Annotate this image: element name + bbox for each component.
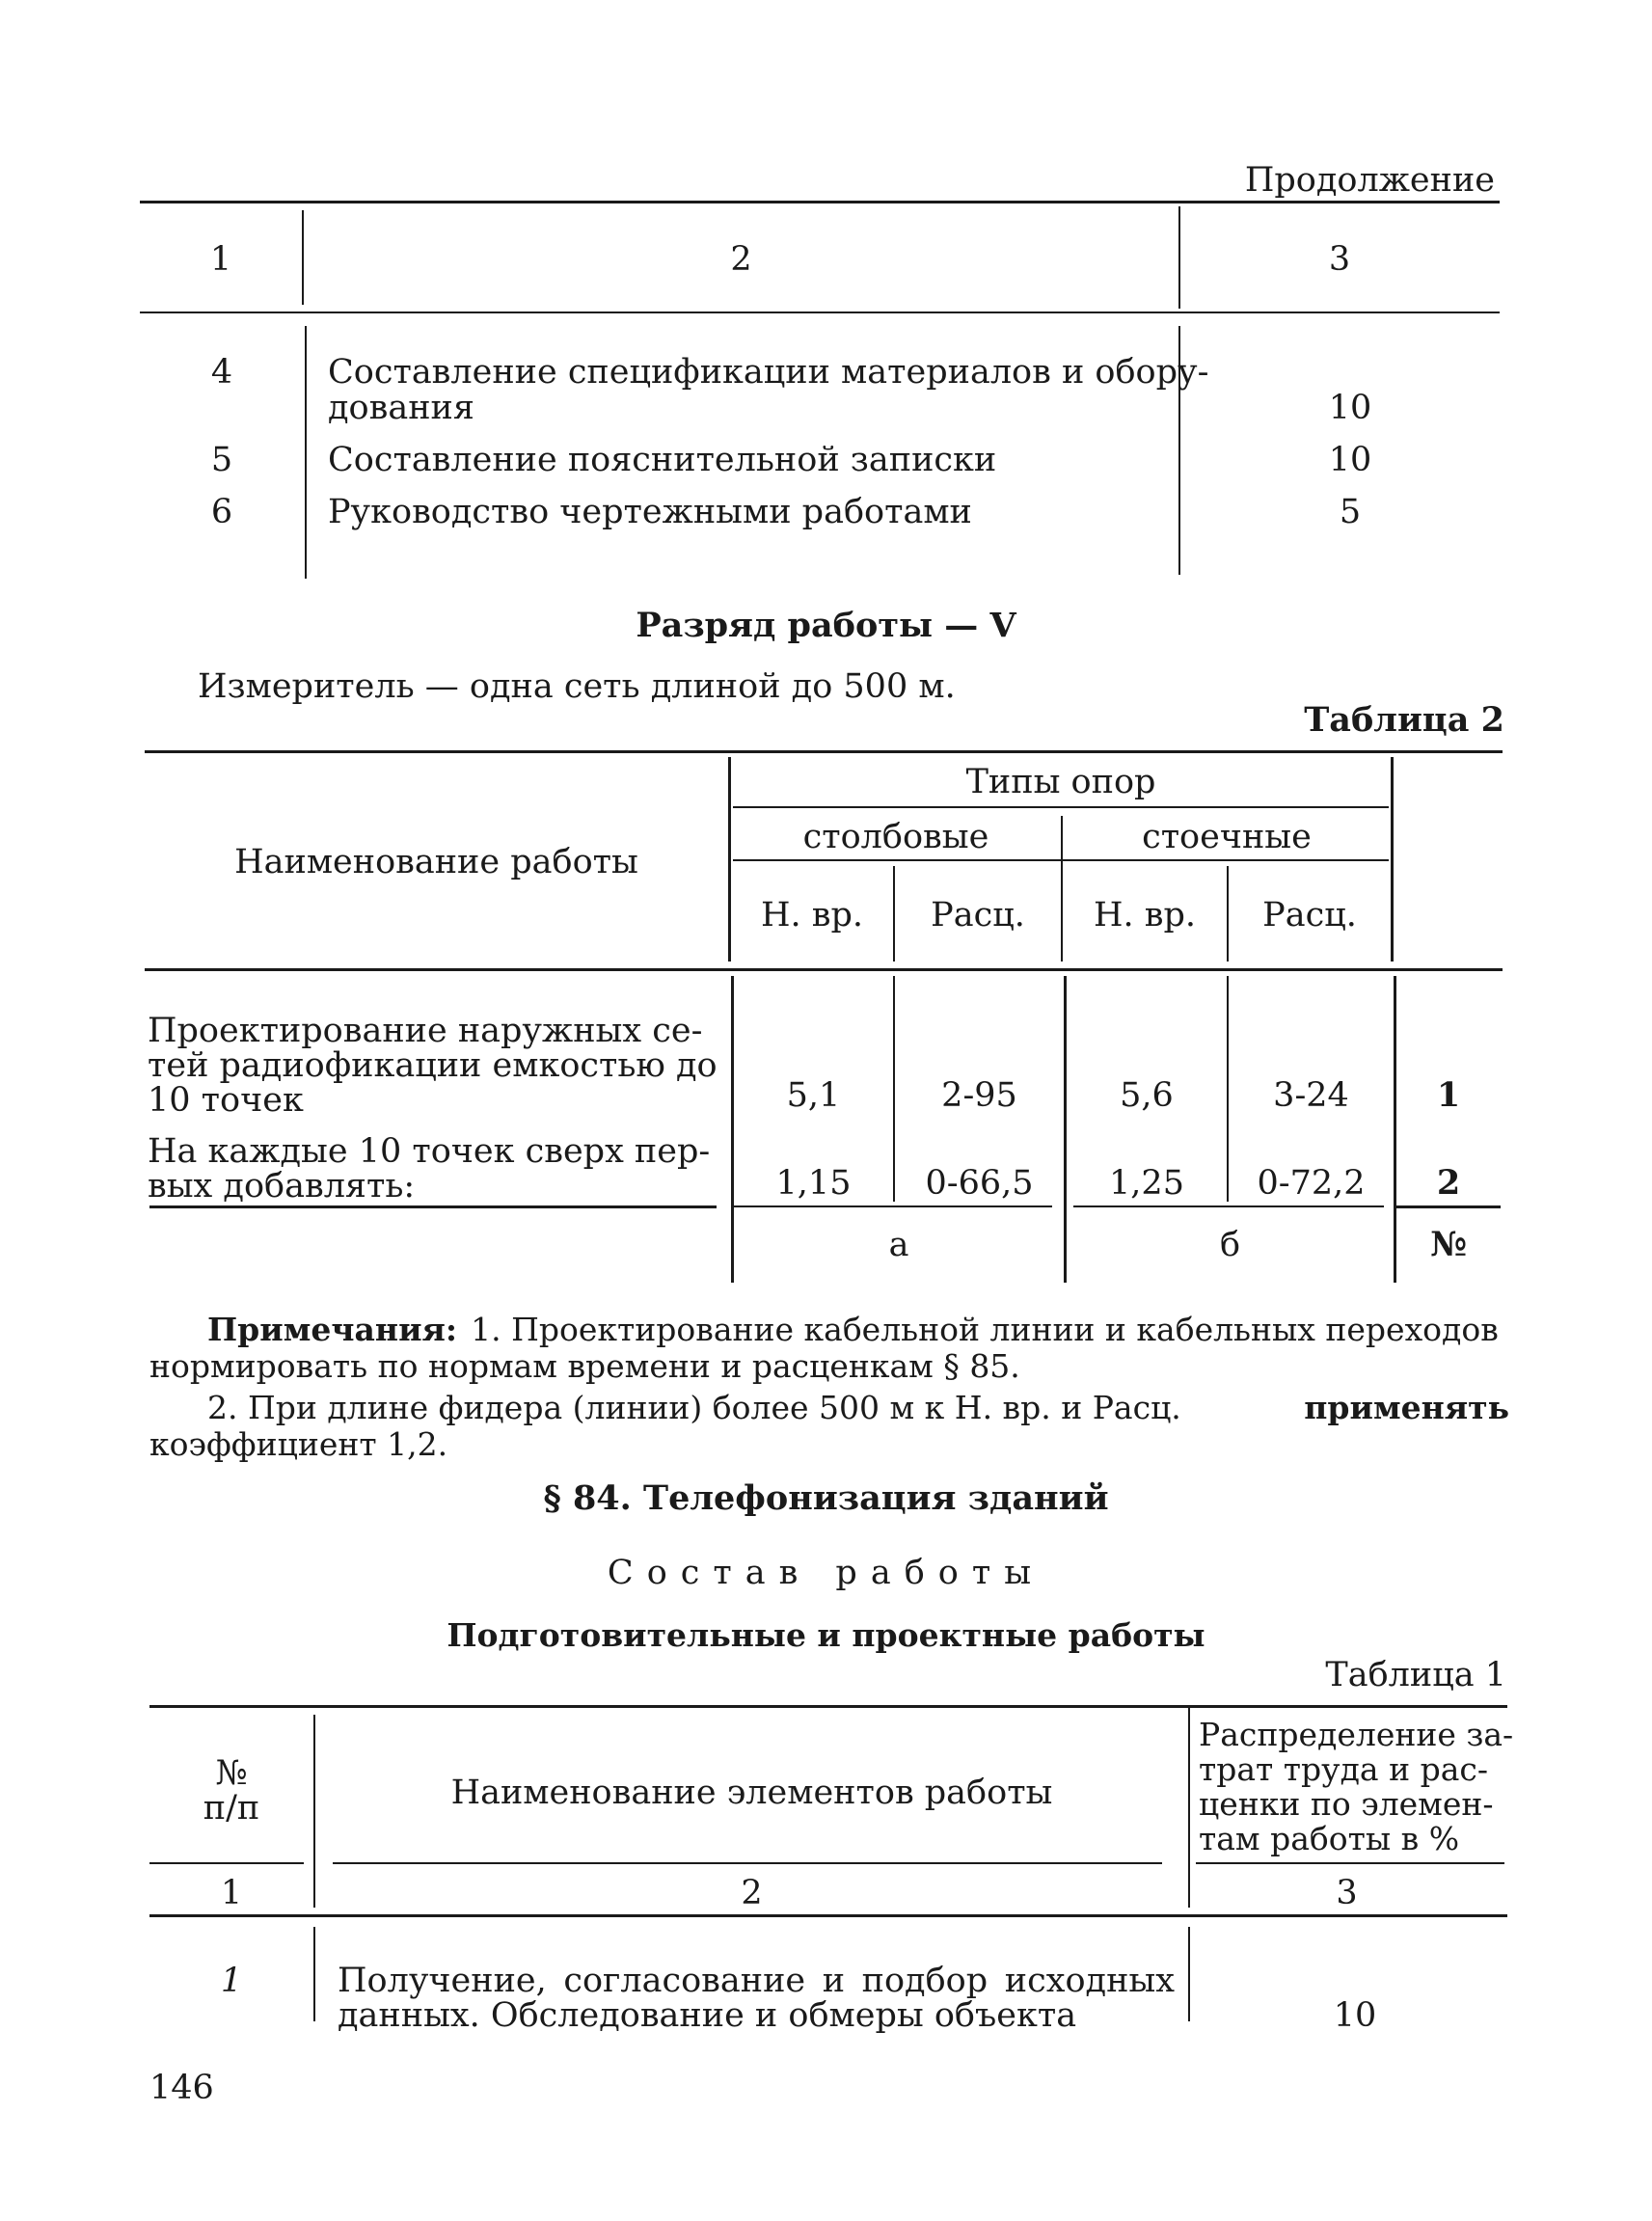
table1-header-distribution: там работы в %	[1199, 1820, 1460, 1857]
table2-cell: 0-66,5	[925, 1164, 1034, 1203]
table2-top-rule	[145, 750, 1503, 753]
table2-bottom-rule	[1396, 1205, 1501, 1208]
table2-bottom-rule	[734, 1205, 1052, 1207]
table0-colnum: 2	[730, 240, 752, 279]
subheading: Подготовительные и проектные работы	[447, 1616, 1205, 1654]
table2-footer-label: а	[888, 1226, 909, 1264]
table1-header-rule	[333, 1862, 1162, 1864]
table0-divider	[305, 326, 307, 579]
table2-cell: 5,6	[1120, 1076, 1174, 1115]
table2-row-name: На каждые 10 точек сверх пер-	[148, 1132, 711, 1171]
table1-header-rule	[149, 1862, 304, 1864]
table1-row-text: Получение, согласование и подбор исходных	[338, 1962, 1175, 2000]
table2-row-number: 1	[1436, 1075, 1461, 1115]
table2-subheader: Н. вр.	[1093, 896, 1196, 934]
table2-cell: 5,1	[786, 1076, 841, 1115]
table2-header-rule	[145, 968, 1503, 971]
table1-row-num: 1	[220, 1962, 243, 2000]
note-2-bold: применять	[1304, 1389, 1509, 1426]
table2-group-label: столбовые	[802, 818, 989, 856]
table2-cell: 3-24	[1273, 1076, 1349, 1115]
composition-heading: Состав работы	[607, 1554, 1045, 1592]
table1-header-distribution: Распределение за-	[1199, 1716, 1514, 1753]
table0-row-value: 10	[1328, 389, 1372, 427]
table1-row-text: данных. Обследование и обмеры объекта	[338, 1996, 1077, 2035]
table2-header-name: Наименование работы	[234, 843, 638, 881]
table1-colnum: 3	[1336, 1874, 1358, 1912]
note-2-cont: коэффициент 1,2.	[149, 1425, 448, 1463]
note-1-text-part: 1. Проектирование кабельной линии и кабельных переходов	[471, 1311, 1499, 1348]
table2-subheader: Расц.	[931, 896, 1025, 934]
note-1-cont: нормировать по нормам времени и расценкам § 85.	[149, 1347, 1020, 1385]
table2-row-name: 10 точек	[148, 1081, 304, 1120]
note-2-text: 2. При длине фидера (линии) более 500 м к Н. вр. и Расц.	[207, 1389, 1181, 1426]
table2-bottom-rule	[1073, 1205, 1384, 1207]
table2-row-name: тей радиофикации емкостью до	[148, 1046, 718, 1085]
grade-heading: Разряд работы — V	[636, 606, 1016, 645]
meter-text: Измеритель — одна сеть длиной до 500 м.	[198, 667, 956, 706]
table1-label: Таблица 1	[1325, 1656, 1506, 1694]
table2-subheader: Расц.	[1262, 896, 1357, 934]
table2-group-rule	[733, 859, 1389, 861]
table0-row-text: дования	[328, 389, 474, 427]
table0-row-text: Составление спецификации материалов и обору-	[328, 353, 1209, 392]
table1-header-name: Наименование элементов работы	[450, 1774, 1053, 1812]
table2-bottom-rule	[149, 1205, 717, 1208]
table1-divider	[313, 1927, 315, 2021]
table2-row-name: вых добавлять:	[148, 1167, 416, 1205]
table2-subheader: Н. вр.	[760, 896, 863, 934]
table1-colnum: 2	[741, 1874, 763, 1912]
table2-group-label: стоечные	[1142, 818, 1312, 856]
table1-header-num: №	[215, 1754, 248, 1793]
table1-colnum: 1	[220, 1874, 243, 1912]
table1-top-rule	[149, 1705, 1507, 1708]
page-number: 146	[149, 2069, 214, 2107]
note-2-line	[207, 1390, 1509, 1426]
table2-footer-label: б	[1219, 1226, 1241, 1264]
table0-row-text: Руководство чертежными работами	[328, 493, 972, 531]
table2-divider	[1391, 757, 1394, 962]
table0-top-rule	[140, 201, 1500, 203]
table1-row-value: 10	[1333, 1996, 1377, 2035]
table0-colnum: 1	[209, 240, 232, 279]
table0-row-text: Составление пояснительной записки	[328, 441, 997, 479]
table2-footer-label: №	[1429, 1225, 1468, 1264]
notes-label: Примечания:	[207, 1311, 458, 1348]
table0-header-rule	[140, 311, 1500, 313]
table0-row-value: 5	[1339, 493, 1362, 531]
table1-numbers-rule	[149, 1914, 1507, 1917]
table1-header-distribution: ценки по элемен-	[1199, 1785, 1494, 1823]
table0-row-num: 5	[210, 441, 233, 479]
table2-cell: 0-72,2	[1257, 1164, 1366, 1203]
table2-cell: 1,15	[775, 1164, 852, 1203]
table2-label: Таблица 2	[1304, 700, 1504, 740]
section-heading: § 84. Телефонизация зданий	[543, 1478, 1109, 1518]
table0-colnum: 3	[1328, 240, 1351, 279]
table2-types-rule	[733, 806, 1389, 808]
note-1-text	[471, 1312, 1509, 1348]
table2-cell: 2-95	[941, 1076, 1017, 1115]
table2-row-number: 2	[1436, 1163, 1461, 1203]
table0-row-num: 4	[210, 353, 233, 392]
table1-header-rule	[1196, 1862, 1504, 1864]
table1-header-num: п/п	[203, 1789, 260, 1828]
table1-header-distribution: трат труда и рас-	[1199, 1750, 1488, 1788]
continuation-label: Продолжение	[1244, 161, 1495, 200]
table0-row-value: 10	[1328, 441, 1372, 479]
note-1-line	[207, 1312, 1509, 1348]
table2-header-types: Типы опор	[965, 763, 1156, 801]
table1-divider	[1188, 1927, 1190, 2021]
table0-row-num: 6	[210, 493, 233, 531]
table2-cell: 1,25	[1109, 1164, 1184, 1203]
table2-row-name: Проектирование наружных се-	[148, 1012, 703, 1050]
